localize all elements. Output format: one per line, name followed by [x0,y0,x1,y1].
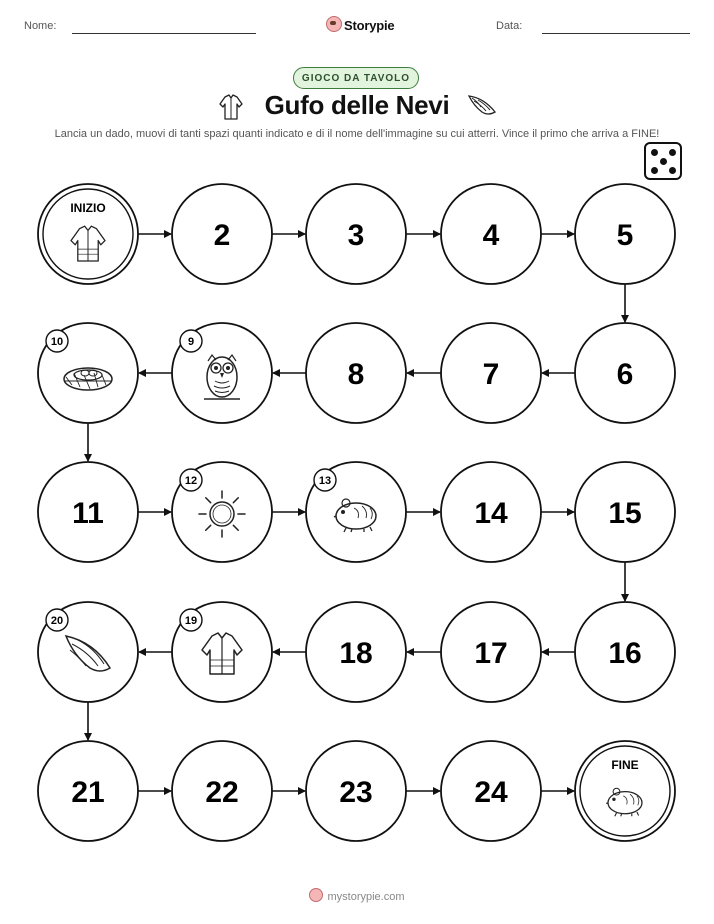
board-space-9 [172,323,272,423]
space-number: 2 [213,219,231,252]
space-number: 14 [474,497,508,530]
storypie-logo-icon [309,888,323,902]
date-label: Data: [496,20,523,32]
start-label: INIZIO [70,201,106,215]
board-space-14 [441,462,541,562]
board-space-21 [38,741,138,841]
space-number: 13 [318,475,332,487]
space-number: 18 [339,637,373,670]
space-number: 7 [482,358,500,391]
footer [0,888,714,903]
space-number: 16 [608,637,642,670]
board-space-18 [306,602,406,702]
space-number: 17 [474,637,508,670]
space-number: 8 [347,358,365,391]
space-number: 10 [50,336,64,348]
board-space-5 [575,184,675,284]
space-number: 5 [616,219,634,252]
board-space-4 [441,184,541,284]
space-number: 3 [347,219,365,252]
board-space-23 [306,741,406,841]
space-number: 24 [474,776,508,809]
board-space-10 [38,323,138,423]
brand-name: Storypie [344,18,395,33]
board-space-17 [441,602,541,702]
board-space-6 [575,323,675,423]
board-space-11 [38,462,138,562]
board-space-15 [575,462,675,562]
space-number: 6 [616,358,634,391]
board-space-12 [172,462,272,562]
space-number: 20 [50,615,64,627]
board-space-13 [306,462,406,562]
name-label: Nome: [24,20,57,32]
space-number: 23 [339,776,373,809]
space-number: 4 [482,219,500,252]
footer-url: mystorypie.com [327,891,405,903]
category-badge: GIOCO DA TAVOLO [293,67,419,89]
space-number: 12 [184,475,198,487]
end-label: FINE [611,758,639,772]
board-space-7 [441,323,541,423]
board-space-3 [306,184,406,284]
board-space-19 [172,602,272,702]
space-number: 9 [187,336,195,348]
space-number: 15 [608,497,642,530]
board-space-20 [38,602,138,702]
space-number: 21 [71,776,105,809]
space-number: 19 [184,615,198,627]
board-space-25 [575,741,675,841]
instructions: Lancia un dado, muovi di tanti spazi quanti indicato e di il nome dell'immagine su cui atterri. Vince il primo che arriva a FINE! [54,128,660,140]
board-space-1 [38,184,138,284]
board-space-22 [172,741,272,841]
board-space-8 [306,323,406,423]
space-number: 11 [72,497,104,530]
space-number: 22 [205,776,239,809]
board-space-2 [172,184,272,284]
board-space-24 [441,741,541,841]
board-space-16 [575,602,675,702]
page-title: Gufo delle Nevi [264,90,450,120]
